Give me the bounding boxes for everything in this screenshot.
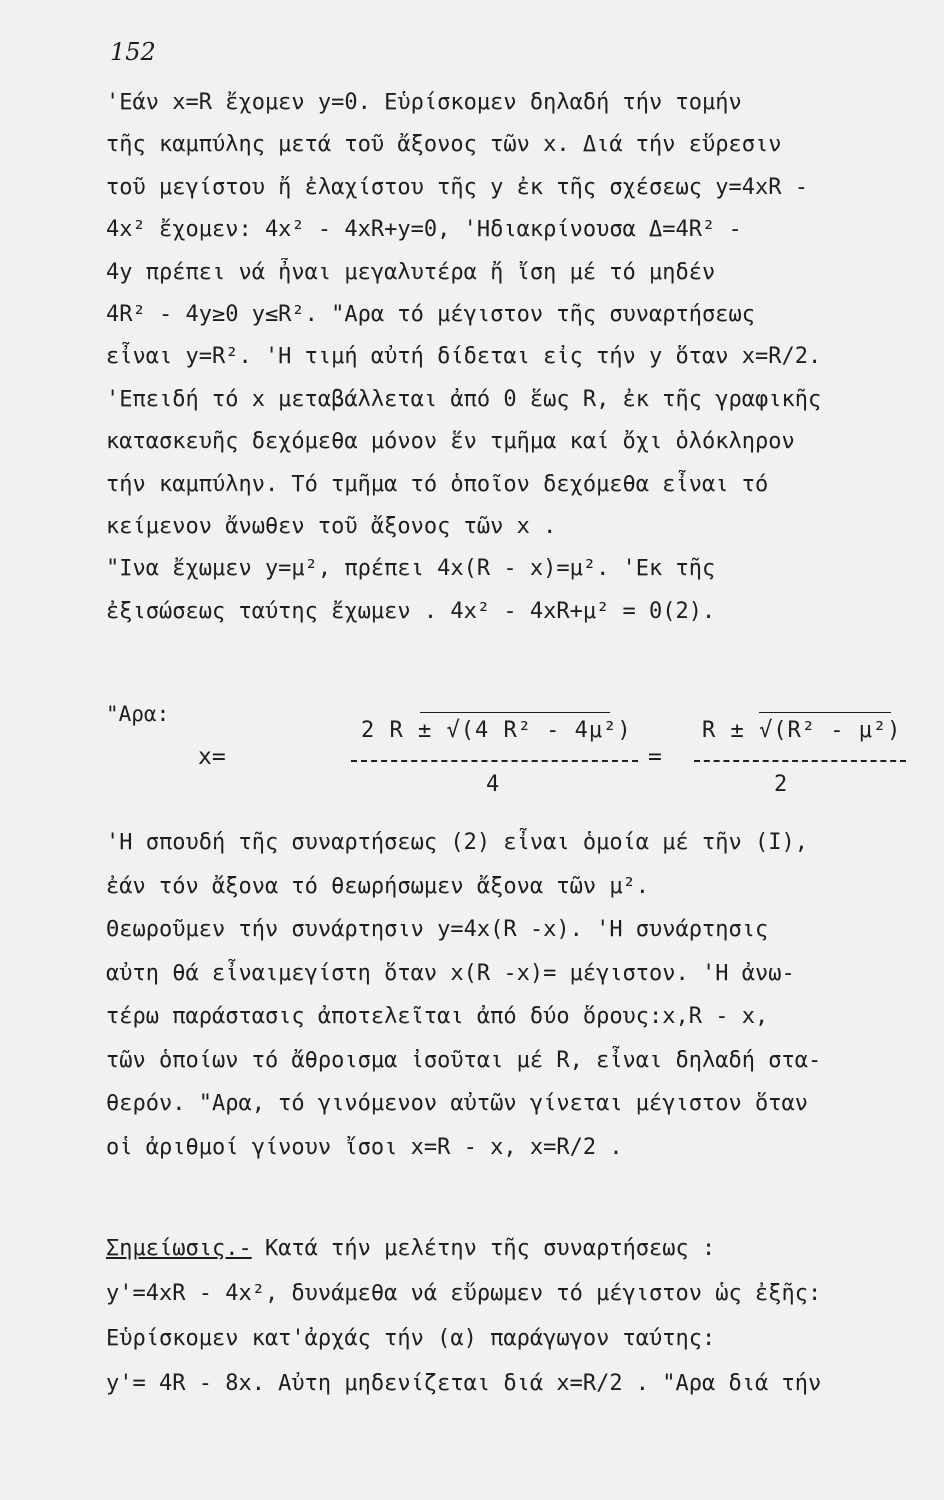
text-line: 4R² - 4y≥0 y≤R². "Αρα τό μέγιστον τῆς συναρτήσεως xyxy=(106,302,756,327)
fraction-bar-1 xyxy=(351,760,638,762)
text-line: οἱ ἀριθμοί γίνουν ἴσοι x=R - x, x=R/2 . xyxy=(106,1134,623,1160)
text-line: αὐτη θά εἶναιμεγίστη ὅταν x(R -x)= μέγιστον. 'Η ἀνω- xyxy=(106,960,795,986)
fraction-bar-2 xyxy=(694,760,906,762)
note-first-line xyxy=(106,1234,936,1264)
formula-block xyxy=(106,700,926,810)
page-number: 152 xyxy=(110,38,156,66)
text-line: 4y πρέπει νά ἦναι μεγαλυτέρα ἤ ἴση μέ τό μηδέν xyxy=(106,259,716,285)
text-line: 'Εάν x=R ἔχομεν y=0. Εὑρίσκομεν δηλαδή τήν τομήν xyxy=(106,90,742,115)
text-line: τῶν ὁποίων τό ἄθροισμα ἰσοῦται μέ R, εἶναι δηλαδή στα- xyxy=(106,1047,822,1073)
text-line: 4x² ἔχομεν: 4x² - 4xR+y=0, 'Ηδιακρίνουσα Δ=4R² - xyxy=(106,217,742,243)
formula-equals: = xyxy=(648,744,662,770)
note-line: Εὑρίσκομεν κατ'ἀρχάς τήν (α) παράγωγον ταύτης: xyxy=(106,1326,716,1351)
note-line: y'=4xR - 4x², δυνάμεθα νά εὕρωμεν τό μέγιστον ὡς ἐξῆς: xyxy=(106,1281,822,1306)
radical-bar-1 xyxy=(420,712,610,713)
text-line: τῆς καμπύλης μετά τοῦ ἄξονος τῶν x. Διά τήν εὕρεσιν xyxy=(106,132,782,158)
text-line: θερόν. "Αρα, τό γινόμενον αὐτῶν γίνεται μέγιστον ὅταν xyxy=(106,1091,808,1116)
formula-denominator-1: 4 xyxy=(486,772,500,797)
text-line: εἶναι y=R². 'Η τιμή αὐτή δίδεται εἰς τήν y ὅταν x=R/2. xyxy=(106,344,822,370)
text-line: ἐάν τόν ἄξονα τό θεωρήσωμεν ἄξονα τῶν μ². xyxy=(106,873,650,899)
text-line: τοῦ μεγίστου ἤ ἐλαχίστου τῆς y ἐκ τῆς σχέσεως y=4xR - xyxy=(106,174,808,200)
text-line: Θεωροῦμεν τήν συνάρτησιν y=4x(R -x). 'Η συνάρτησις xyxy=(106,917,769,942)
formula-numerator-2: R ± √(R² - μ²) xyxy=(702,718,902,743)
text-line: 'Επειδή τό x μεταβάλλεται ἀπό 0 ἕως R, ἐκ τῆς γραφικῆς xyxy=(106,386,822,412)
text-line: κατασκευῆς δεχόμεθα μόνον ἕν τμῆμα καί ὄχι ὁλόκληρον xyxy=(106,429,795,455)
formula-denominator-2: 2 xyxy=(774,772,788,797)
radical-bar-2 xyxy=(759,712,891,713)
note-line: y'= 4R - 8x. Αὐτη μηδενίζεται διά x=R/2 . "Αρα διά τήν xyxy=(106,1371,822,1396)
note-line-text: Κατά τήν μελέτην τῆς συναρτήσεως : xyxy=(251,1236,716,1261)
text-line: τέρω παράστασις ἀποτελεῖται ἀπό δύο ὅρους:x,R - x, xyxy=(106,1004,769,1029)
formula-numerator-1: 2 R ± √(4 R² - 4μ²) xyxy=(361,718,632,743)
text-line: κείμενον ἄνωθεν τοῦ ἄξονος τῶν x . xyxy=(106,514,557,539)
text-line: 'Η σπουδή τῆς συναρτήσεως (2) εἶναι ὁμοία μέ τῆν (I), xyxy=(106,830,808,855)
text-line: "Ινα ἔχωμεν y=μ², πρέπει 4x(R - x)=μ². 'Εκ τῆς xyxy=(106,556,716,582)
formula-lhs: x= xyxy=(198,744,226,770)
note-heading: Σημείωσις.- xyxy=(106,1236,252,1261)
text-line: τήν καμπύλην. Τό τμῆμα τό ὁποῖον δεχόμεθα εἶναι τό xyxy=(106,471,769,497)
text-line: ἐξισώσεως ταύτης ἔχωμεν . 4x² - 4xR+μ² = 0(2). xyxy=(106,598,716,624)
formula-label: "Αρα: xyxy=(106,702,170,726)
